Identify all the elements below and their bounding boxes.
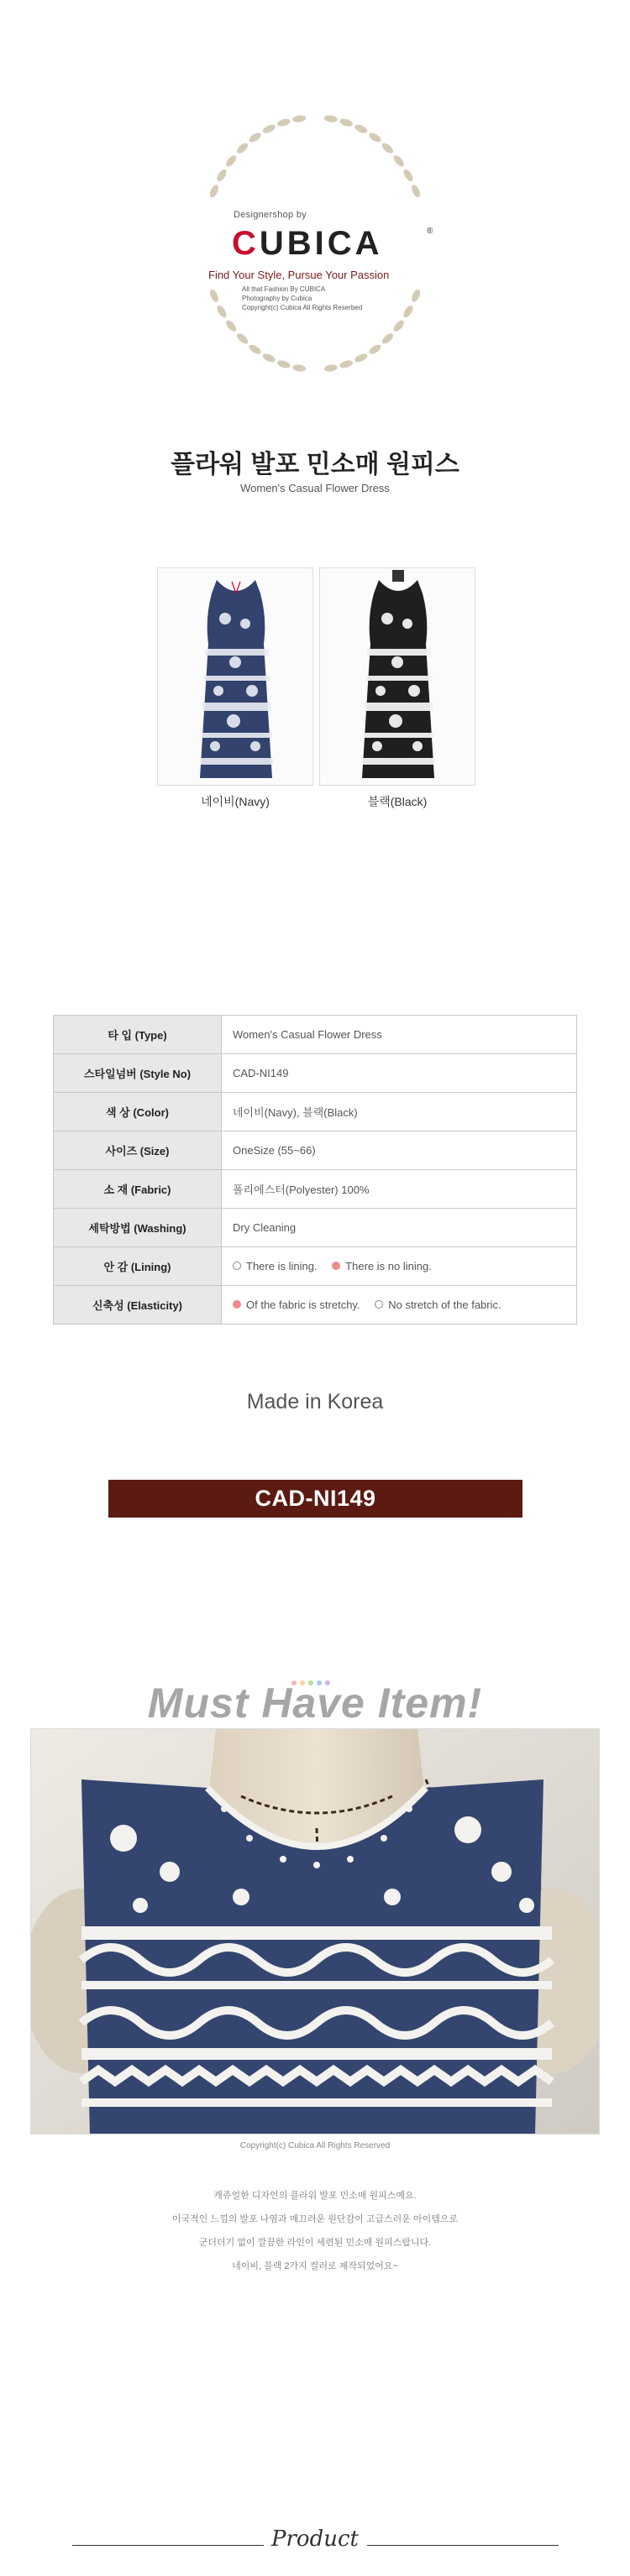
designershop-by-text: Designershop by: [234, 210, 307, 220]
made-in-text: Made in Korea: [246, 1390, 384, 1413]
product-detail-photo: [30, 1728, 600, 2134]
table-row: [54, 1016, 577, 1054]
laurel-dot: [261, 352, 276, 363]
thumbnail-black[interactable]: [319, 567, 475, 786]
spec-value: OneSize (55~66): [222, 1131, 577, 1170]
laurel-dot: [410, 288, 422, 303]
laurel-dot: [410, 184, 422, 199]
table-row: [54, 1054, 577, 1093]
must-have-title: Must Have Item!: [147, 1680, 483, 1727]
lining-option-1: There is lining.: [233, 1260, 318, 1272]
laurel-dot: [323, 114, 338, 123]
laurel-dot: [224, 319, 239, 333]
product-title: 플라워 발포 민소매 원피스: [171, 451, 459, 478]
thumbnail-navy[interactable]: [157, 567, 313, 786]
spec-value: [222, 1286, 577, 1325]
laurel-dot: [261, 123, 276, 135]
radio-on-icon: [233, 1300, 241, 1309]
table-row: [54, 1286, 577, 1325]
spec-key: 세탁방법 (Washing): [54, 1209, 222, 1247]
registered-mark: ®: [427, 227, 433, 236]
spec-key: 소 재 (Fabric): [54, 1170, 222, 1209]
laurel-dot: [215, 168, 228, 183]
product-subtitle: Women's Casual Flower Dress: [240, 482, 390, 494]
laurel-dot: [402, 168, 414, 183]
laurel-dot: [354, 123, 369, 135]
spec-value: [222, 1247, 577, 1286]
spec-key: 색 상 (Color): [54, 1093, 222, 1131]
elasticity-option-1: Of the fabric is stretchy.: [233, 1298, 360, 1311]
laurel-dot: [354, 352, 369, 363]
photo-copyright: Copyright(c) Cubica All Rights Reserved: [239, 2141, 391, 2150]
laurel-dot: [215, 304, 228, 319]
table-row: [54, 1131, 577, 1170]
description-line: 네이비, 블랙 2가지 컬러로 제작되었어요~: [232, 2261, 398, 2271]
spec-key: 사이즈 (Size): [54, 1131, 222, 1170]
laurel-dot: [235, 141, 249, 155]
description-line: 군더더기 없이 깔끔한 라인이 세련된 민소매 원피스랍니다.: [198, 2238, 432, 2248]
laurel-dot: [248, 343, 263, 356]
laurel-dot: [248, 131, 263, 144]
description-line: 이국적인 느낌의 발포 나염과 매끄러운 원단감이 고급스러운 아이템으로: [171, 2214, 459, 2224]
laurel-dot: [392, 154, 407, 168]
section-label-product: Product: [271, 2526, 359, 2552]
spec-value: Dry Cleaning: [222, 1209, 577, 1247]
laurel-dot: [276, 359, 291, 369]
spec-key: 안 감 (Lining): [54, 1247, 222, 1286]
laurel-dot: [208, 184, 220, 199]
spec-value: CAD-NI149: [222, 1054, 577, 1093]
laurel-dot: [235, 332, 249, 346]
laurel-dot: [381, 141, 395, 155]
radio-off-icon: [375, 1300, 383, 1309]
laurel-dot: [224, 154, 239, 168]
spec-value: Women's Casual Flower Dress: [222, 1016, 577, 1054]
radio-on-icon: [332, 1262, 340, 1270]
laurel-dot: [339, 118, 354, 128]
thumbnail-navy-label: 네이비(Navy): [201, 795, 270, 808]
spec-table: [53, 1015, 577, 1325]
spec-key: 스타일넘버 (Style No): [54, 1054, 222, 1093]
brand-tagline: Find Your Style, Pursue Your Passion: [208, 269, 390, 281]
table-row: [54, 1209, 577, 1247]
dress-black-image: [320, 568, 475, 786]
laurel-dot: [392, 319, 407, 333]
brand-name: CUBICA: [232, 225, 383, 262]
logo-fine-line: Photography by Cubica: [242, 295, 312, 302]
laurel-dot: [402, 304, 414, 319]
elasticity-option-2: No stretch of the fabric.: [375, 1298, 501, 1311]
radio-off-icon: [233, 1262, 241, 1270]
description-line: 캐쥬얼한 디자인의 플라워 발포 민소매 원피스예요.: [213, 2191, 417, 2201]
laurel-dot: [323, 363, 338, 372]
laurel-dot: [208, 288, 220, 303]
table-row: [54, 1247, 577, 1286]
laurel-dot: [292, 114, 307, 123]
laurel-dot: [368, 131, 383, 144]
mannequin-dress-image: [31, 1729, 600, 2134]
table-row: [54, 1170, 577, 1209]
laurel-dot: [339, 359, 354, 369]
brand-logo: [193, 101, 437, 386]
table-row: [54, 1093, 577, 1131]
lining-option-2: There is no lining.: [332, 1260, 432, 1272]
logo-fine-line: All that Fashion By CUBICA: [242, 285, 326, 293]
spec-value: 폴리에스터(Polyester) 100%: [222, 1170, 577, 1209]
laurel-dot: [368, 343, 383, 356]
laurel-dot: [292, 363, 307, 372]
logo-fine-line: Copyright(c) Cubica All Rights Reserbed: [242, 304, 363, 311]
spec-value: 네이비(Navy), 블랙(Black): [222, 1093, 577, 1131]
spec-key: 타 입 (Type): [54, 1016, 222, 1054]
laurel-dot: [276, 118, 291, 128]
dress-navy-image: [158, 568, 313, 786]
thumbnail-black-label: 블랙(Black): [367, 795, 428, 808]
spec-key: 신축성 (Elasticity): [54, 1286, 222, 1325]
laurel-dot: [381, 332, 395, 346]
style-code-banner: CAD-NI149: [108, 1480, 522, 1518]
